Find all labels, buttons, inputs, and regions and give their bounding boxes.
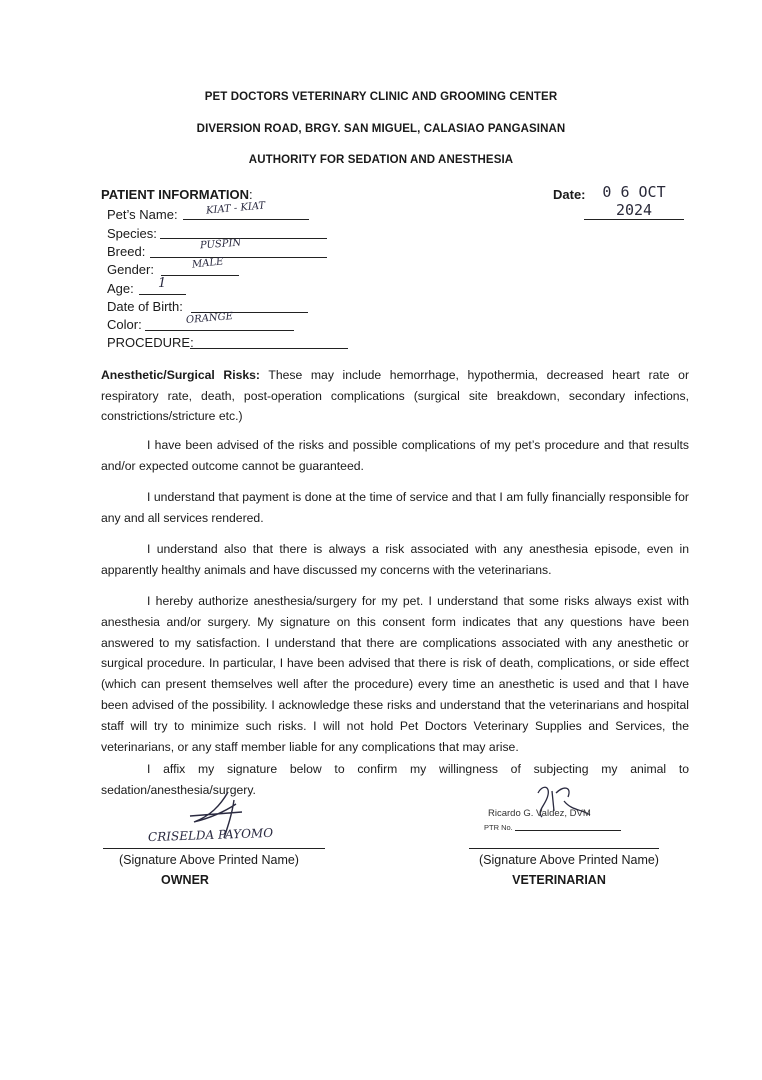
owner-role-label: OWNER [161, 873, 209, 887]
vet-signature-line [469, 848, 659, 849]
dob-label: Date of Birth: [107, 299, 183, 314]
form-title: AUTHORITY FOR SEDATION AND ANESTHESIA [248, 154, 514, 166]
pets-name-line [183, 219, 309, 220]
paragraph-risk-episode: I understand also that there is always a risk associated with any anesthesia episode, even in apparently healthy animals and have discussed my concerns with the veterinarians. [101, 542, 689, 577]
pets-name-label: Pet’s Name: [107, 207, 178, 222]
ptr-line [515, 830, 621, 831]
paragraph-affix: I affix my signature below to confirm my willingness of subjecting my animal to sedation/anesthesia/surgery. [101, 762, 689, 797]
breed-line [150, 257, 327, 258]
vet-printed-name: Ricardo G. Valdez, DVM [488, 808, 591, 819]
age-line [139, 294, 186, 295]
clinic-address: DIVERSION ROAD, BRGY. SAN MIGUEL, CALASIAO PANGASINAN [196, 123, 566, 135]
ptr-label: PTR No. [484, 823, 513, 832]
vet-signature-caption: (Signature Above Printed Name) [479, 853, 659, 867]
color-value[interactable]: ORANGE [185, 310, 234, 327]
gender-line [161, 275, 239, 276]
clinic-name: PET DOCTORS VETERINARY CLINIC AND GROOMING CENTER [204, 91, 558, 103]
date-value[interactable]: 0 6 OCT 2024 [584, 183, 684, 220]
date-label: Date: [553, 187, 586, 202]
risks-heading: Anesthetic/Surgical Risks: [101, 368, 260, 382]
paragraph-payment: I understand that payment is done at the time of service and that I am fully financially responsible for any and all services rendered. [101, 490, 689, 525]
risks-text: These may include hemorrhage, hypothermia, decreased heart rate or respiratory rate, death, post-operation complications (surgical site breakdown, secondary infections, constrictions/stricture etc.) [101, 368, 690, 423]
paragraph-authorize: I hereby authorize anesthesia/surgery for my pet. I understand that some risks always exist with anesthesia and/or surgery. My signature on this consent form indicates that any questions have been answered to my satisfaction. I understand that there are complications associated with any anesthetic or surgical procedure. In particular, I have been advised that there is risk of death, complications, or side effect (which can present themselves well after the procedure) every time an anesthetic is used and that I have been advised of the possibility. I acknowledge these risks and understand that the veterinarians and hospital staff will try to minimize such risks. I will not hold Pet Doctors Veterinary Supplies and Services, the veterinarians, or any staff member liable for any complications that may arise. [101, 594, 689, 754]
gender-value[interactable]: MALE [191, 256, 224, 271]
patient-info-title-text: PATIENT INFORMATION [101, 187, 250, 202]
vet-signature-scribble [528, 781, 608, 826]
procedure-line [190, 348, 348, 349]
paragraph-advised: I have been advised of the risks and possible complications of my pet’s procedure and that results and/or expected outcome cannot be guaranteed. [101, 438, 689, 473]
risks-paragraph [101, 365, 689, 427]
color-line [145, 330, 294, 331]
color-label: Color: [107, 317, 142, 332]
vet-role-label: VETERINARIAN [512, 873, 606, 887]
breed-label: Breed: [107, 244, 146, 259]
species-label: Species: [107, 226, 157, 241]
patient-info-title [101, 187, 253, 202]
age-label: Age: [107, 281, 134, 296]
gender-label: Gender: [107, 262, 154, 277]
patient-info-title-colon: : [249, 187, 253, 202]
pets-name-value[interactable]: KIAT - KIAT [205, 200, 266, 217]
owner-printed-name: CRISELDA PAYOMO [147, 825, 274, 845]
procedure-label: PROCEDURE: [107, 335, 194, 350]
species-line [160, 238, 327, 239]
owner-signature-caption: (Signature Above Printed Name) [119, 853, 299, 867]
owner-signature-line [103, 848, 325, 849]
age-value[interactable]: 1 [158, 276, 167, 291]
breed-value[interactable]: PUSPIN [199, 237, 242, 252]
